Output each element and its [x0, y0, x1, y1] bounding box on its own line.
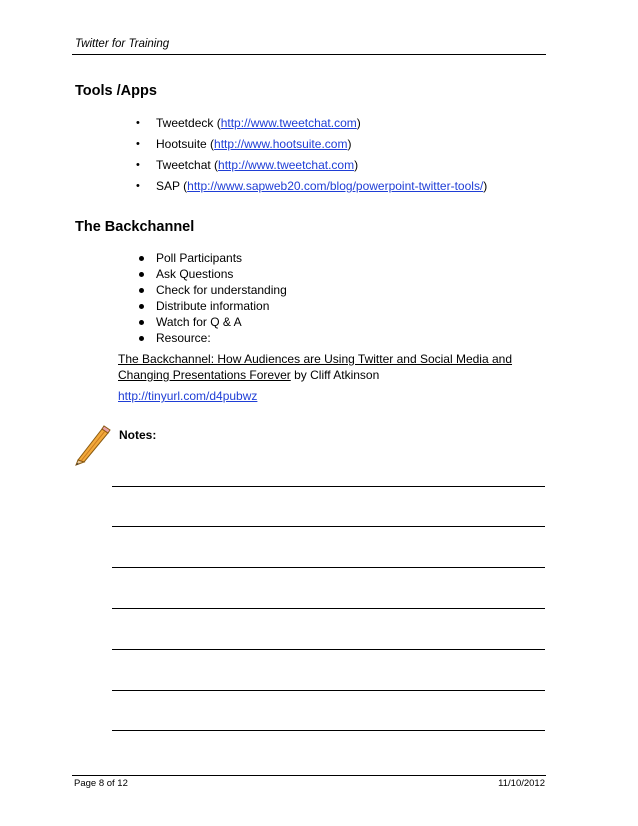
list-item: • Hootsuite (http://www.hootsuite.com) [136, 135, 487, 156]
tool-link[interactable]: http://www.hootsuite.com [214, 137, 348, 151]
footer-date: 11/10/2012 [498, 778, 545, 789]
resource-author: by Cliff Atkinson [290, 368, 380, 382]
tool-link[interactable]: http://www.sapweb20.com/blog/powerpoint-twitter-tools/ [187, 179, 484, 193]
list-item: • Tweetchat (http://www.tweetchat.com) [136, 156, 487, 177]
list-item: Poll Participants [136, 250, 287, 266]
list-item: Distribute information [136, 298, 287, 314]
note-line [112, 567, 545, 568]
list-item: Watch for Q & A [136, 314, 287, 330]
note-line [112, 730, 545, 731]
tool-link[interactable]: http://www.tweetchat.com [220, 116, 357, 130]
list-item: Ask Questions [136, 266, 287, 282]
list-item: • SAP (http://www.sapweb20.com/blog/powerpoint-twitter-tools/) [136, 177, 487, 198]
note-line [112, 649, 545, 650]
resource-title-line2: Changing Presentations Forever [118, 368, 291, 382]
resource-citation [118, 351, 518, 383]
tools-heading: Tools /Apps [75, 83, 157, 99]
backchannel-heading: The Backchannel [75, 219, 195, 235]
tool-name: Hootsuite [156, 137, 207, 151]
list-item: • Tweetdeck (http://www.tweetchat.com) [136, 114, 487, 135]
backchannel-list [136, 250, 287, 346]
list-item: Check for understanding [136, 282, 287, 298]
note-line [112, 690, 545, 691]
list-item: Resource: [136, 330, 287, 346]
tool-name: Tweetdeck [156, 116, 214, 130]
page-number: Page 8 of 12 [74, 778, 128, 789]
tool-name: Tweetchat [156, 158, 211, 172]
tool-link[interactable]: http://www.tweetchat.com [218, 158, 355, 172]
header-rule [72, 54, 546, 55]
pencil-icon [72, 424, 112, 466]
resource-title-line1: The Backchannel: How Audiences are Using Twitter and Social Media and [118, 352, 513, 366]
note-line [112, 608, 545, 609]
resource-short-url[interactable]: http://tinyurl.com/d4pubwz [118, 389, 258, 403]
tools-list [136, 114, 487, 198]
note-line [112, 486, 545, 487]
note-line [112, 526, 545, 527]
footer-rule [72, 775, 546, 776]
tool-name: SAP [156, 179, 180, 193]
notes-label: Notes: [119, 428, 157, 442]
header-title: Twitter for Training [75, 38, 170, 50]
